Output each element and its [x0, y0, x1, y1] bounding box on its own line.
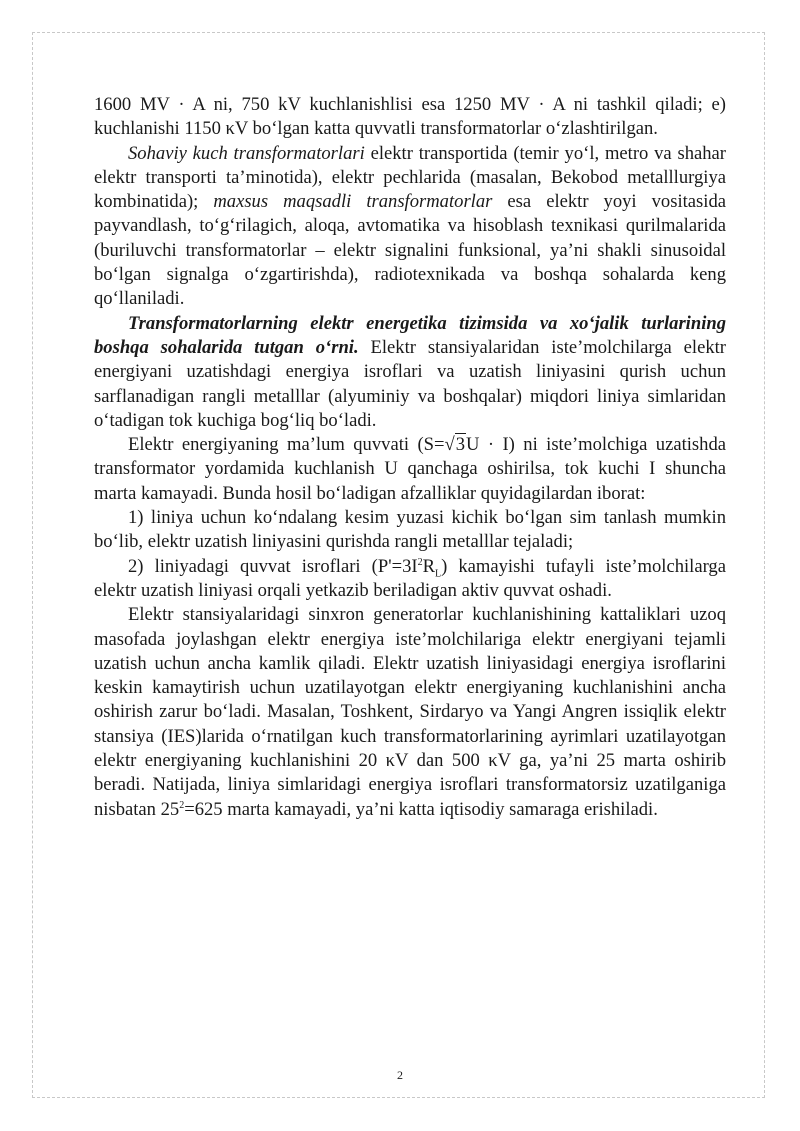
paragraph-text: Elektr stansiyalaridagi sinxron generatorlar kuchlanishining kattaliklari uzoq masofada joylashgan elektr energiya iste’molchilariga elektr energiyani tejamli uzatish uchun ancha kamlik qiladi. Elektr uzatish liniyasidagi energiya isroflarini keskin kamaytirish uchun uzatilayotgan elektr energiyaning kuchlanishini ancha oshirish zarur bo‘ladi. Masalan, Toshkent, Sirdaryo va Yangi Angren issiqlik elektr stansiya (IES)larida o‘rnatilgan kuch transformatorlarining ayrimlari uzatilayotgan elektr energiyaning kuchlanishini 20 κV dan 500 κV ga, ya’ni 25 marta oshirib beradi. Natijada, liniya simlaridagi energiya isroflari transformatorsiz uzatilganiga nisbatan 25: [94, 604, 726, 820]
paragraph-text: Elektr energiyaning ma’lum quvvati (S: [128, 434, 434, 456]
list-item-text: 1) liniya uchun ko‘ndalang kesim yuzasi kichik bo‘lgan sim tanlash mumkin bo‘lib, elektr uzatish liniyasini qurishda rangli metalllar tejaladi;: [94, 507, 726, 553]
paragraph-power-formula: [94, 433, 726, 506]
list-item-text: ) kamayishi tufayli iste’molchilarga elektr uzatish liniyasi orqali yetkazib beriladigan aktiv quvvat oshadi.: [94, 555, 726, 601]
subscript: L: [434, 568, 442, 580]
equals-sign: =: [433, 434, 445, 456]
paragraph-continuation: [94, 93, 726, 142]
list-item-text: 2) liniyadagi quvvat isroflari (P': [128, 555, 392, 577]
paragraph-generators: [94, 603, 726, 822]
superscript: 2: [417, 556, 423, 568]
paragraph-text: Elektr stansiyalaridan iste’molchilarga elektr energiyani uzatishdagi energiya isroflari va uzatish liniyasini qurish uchun sarflanadigan rangli metalllar (alyuminiy va boshqalar) miqdori liniya simlaridan o‘tadigan tok kuchiga bog‘liq bo‘ladi.: [94, 336, 727, 431]
paragraph-text: =625 marta kamayadi, ya’ni katta iqtisodiy samaraga erishiladi.: [184, 798, 658, 820]
list-item-2: [94, 555, 726, 604]
section-heading: Transformatorlarning elektr energetika tizimsida va xo‘jalik turlarining boshqa sohalarida tutgan o‘rni.: [94, 312, 726, 358]
sqrt-radicand: 3: [455, 434, 465, 456]
italic-term: maxsus maqsadli transformatorlar: [213, 191, 493, 213]
document-body: [94, 93, 726, 822]
paragraph-text: esa elektr yoyi vositasida payvandlash, to‘g‘rilagich, aloqa, avtomatika va hisoblash texnikasi qurilmalarida (buriluvchi transformatorlar – elektr signalini funksional, ya’ni shakli sinusoidal bo‘lgan signalga o‘zgartirishda), radiotexnikada va boshqa sohalarda keng qo‘llaniladi.: [94, 191, 726, 310]
formula-text: 3I: [402, 555, 418, 577]
equals-sign: =: [391, 555, 403, 577]
italic-term: Sohaviy kuch transformatorlari: [128, 142, 365, 164]
list-item-1: [94, 506, 726, 555]
paragraph-text: U · I) ni iste’molchiga uzatishda transformator yordamida kuchlanish U qanchaga oshirilsa, tok kuchi I shuncha marta kamayadi. Bunda hosil bo‘ladigan afzalliklar quyidagilardan iborat:: [94, 434, 726, 504]
paragraph-text: elektr transportida (temir yo‘l, metro va shahar elektr transporti ta’minotida), elektr pechlarida (masalan, Bekobod metalllurgiya kombinatida);: [94, 142, 726, 213]
paragraph-role-of-transformers: [94, 312, 726, 433]
paragraph-power-transformers-types: [94, 142, 726, 312]
paragraph-text: 1600 MV · A ni, 750 kV kuchlanishlisi esa 1250 MV · A ni tashkil qiladi; e) kuchlanishi 1150 κV bo‘lgan katta quvvatli transformatorlar o‘zlashtirilgan.: [94, 94, 726, 140]
formula-text: R: [422, 555, 435, 577]
page-number: 2: [397, 1068, 403, 1082]
superscript: 2: [179, 799, 185, 811]
sqrt-expression: √3: [444, 434, 465, 456]
